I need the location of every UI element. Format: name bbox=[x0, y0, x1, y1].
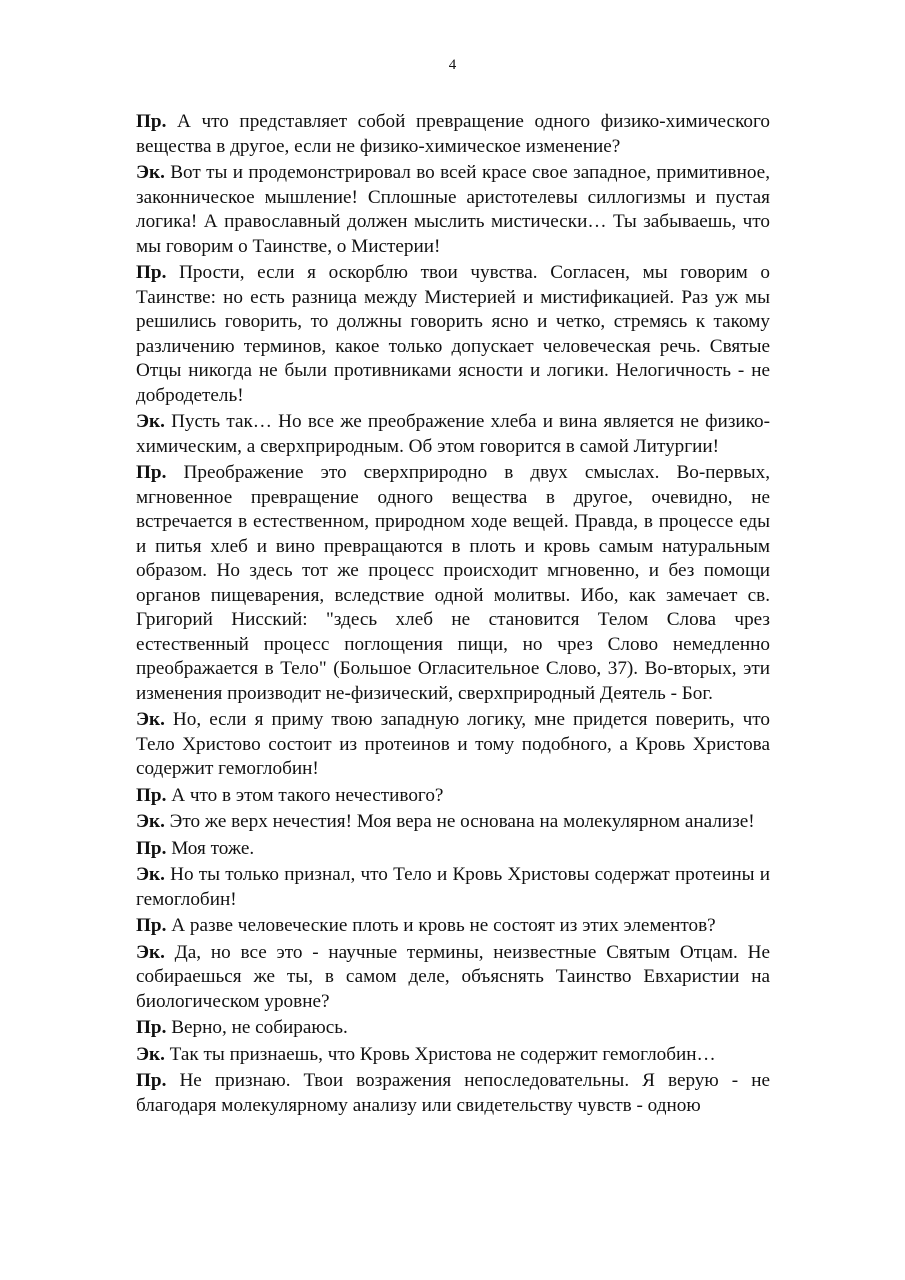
dialogue-text: Так ты признаешь, что Кровь Христова не содержит гемоглобин… bbox=[164, 1043, 716, 1065]
dialogue-text: А разве человеческие плоть и кровь не состоят из этих элементов? bbox=[166, 915, 716, 936]
page-number: 4 bbox=[448, 57, 457, 73]
dialogue-paragraph bbox=[136, 410, 770, 459]
dialogue-text: А что в этом такого нечестивого? bbox=[166, 784, 444, 806]
dialogue-paragraph bbox=[136, 161, 770, 259]
dialogue-paragraph bbox=[136, 810, 770, 835]
dialogue-text: Но ты только признал, что Тело и Кровь Христовы содержат протеины и гемоглобин! bbox=[136, 864, 770, 910]
speaker-label: Пр. bbox=[136, 837, 167, 859]
dialogue-paragraph bbox=[136, 1069, 770, 1118]
dialogue-text: Не признаю. Твои возражения непоследовательны. Я верую - не благодаря молекулярному анализу или свидетельству чувств - одною bbox=[136, 1070, 770, 1116]
dialogue-paragraph bbox=[136, 837, 770, 862]
dialogue-paragraph bbox=[136, 261, 770, 408]
speaker-label: Пр. bbox=[136, 1070, 167, 1091]
speaker-label: Эк. bbox=[136, 941, 165, 963]
dialogue-text: Моя тоже. bbox=[166, 837, 255, 859]
dialogue-text: Это же верх нечестия! Моя вера не основана на молекулярном анализе! bbox=[164, 811, 755, 832]
speaker-label: Эк. bbox=[136, 1043, 165, 1065]
speaker-label: Пр. bbox=[136, 262, 167, 283]
document-body bbox=[136, 110, 770, 1118]
speaker-label: Эк. bbox=[136, 162, 165, 183]
dialogue-text: Прости, если я оскорблю твои чувства. Согласен, мы говорим о Таинстве: но есть разница между Мистерией и мистификацией. Раз уж мы решились говорить, то должны говорить ясно и четко, стремясь к такому различению терминов, какое только допускает человеческая речь. Святые Отцы никогда не были противниками ясности и логики. Нелогичность - не добродетель! bbox=[136, 262, 770, 406]
speaker-label: Пр. bbox=[136, 111, 167, 132]
speaker-label: Пр. bbox=[136, 1017, 167, 1038]
speaker-label: Эк. bbox=[136, 864, 165, 885]
dialogue-paragraph bbox=[136, 784, 770, 809]
speaker-label: Эк. bbox=[136, 811, 165, 832]
dialogue-paragraph bbox=[136, 863, 770, 912]
dialogue-paragraph bbox=[136, 461, 770, 706]
dialogue-paragraph bbox=[136, 1016, 770, 1041]
dialogue-text: Преображение это сверхприродно в двух смыслах. Во-первых, мгновенное превращение одного вещества в другое, очевидно, не встречается в естественном, природном ходе вещей. Правда, в процессе еды и питья хлеб и вино превращаются в плоть и кровь самым натуральным образом. Но здесь тот же процесс происходит мгновенно, и без помощи органов пищеварения, вследствие одной молитвы. Ибо, как замечает св. Григорий Нисский: "здесь хлеб не становится Телом Слова чрез естественный процесс поглощения пищи, но чрез Слово немедленно преображается в Тело" (Большое Огласительное Слово, 37). Во-вторых, эти изменения производит не-физический, сверхприродный Деятель - Бог. bbox=[136, 462, 770, 704]
dialogue-text: Вот ты и продемонстрировал во всей красе свое западное, примитивное, законническое мышление! Сплошные аристотелевы силлогизмы и пустая логика! А православный должен мыслить мистически… Ты забываешь, что мы говорим о Таинстве, о Мистерии! bbox=[136, 162, 770, 257]
dialogue-paragraph bbox=[136, 941, 770, 1015]
dialogue-text: А что представляет собой превращение одного физико-химического вещества в другое, если не физико-химическое изменение? bbox=[136, 111, 770, 157]
dialogue-text: Но, если я приму твою западную логику, мне придется поверить, что Тело Христово состоит из протеинов и тому подобного, а Кровь Христова содержит гемоглобин! bbox=[136, 709, 770, 779]
speaker-label: Эк. bbox=[136, 709, 165, 730]
speaker-label: Эк. bbox=[136, 411, 165, 432]
dialogue-paragraph bbox=[136, 708, 770, 782]
dialogue-paragraph bbox=[136, 914, 770, 939]
dialogue-text: Пусть так… Но все же преображение хлеба и вина является не физико-химическим, а сверхприродным. Об этом говорится в самой Литургии! bbox=[136, 411, 770, 457]
dialogue-text: Верно, не собираюсь. bbox=[166, 1017, 348, 1038]
speaker-label: Пр. bbox=[136, 915, 167, 936]
speaker-label: Пр. bbox=[136, 462, 167, 483]
dialogue-paragraph bbox=[136, 1043, 770, 1068]
dialogue-paragraph bbox=[136, 110, 770, 159]
dialogue-text: Да, но все это - научные термины, неизвестные Святым Отцам. Не собираешься же ты, в самом деле, объяснять Таинство Евхаристии на биологическом уровне? bbox=[136, 941, 770, 1012]
speaker-label: Пр. bbox=[136, 784, 167, 806]
